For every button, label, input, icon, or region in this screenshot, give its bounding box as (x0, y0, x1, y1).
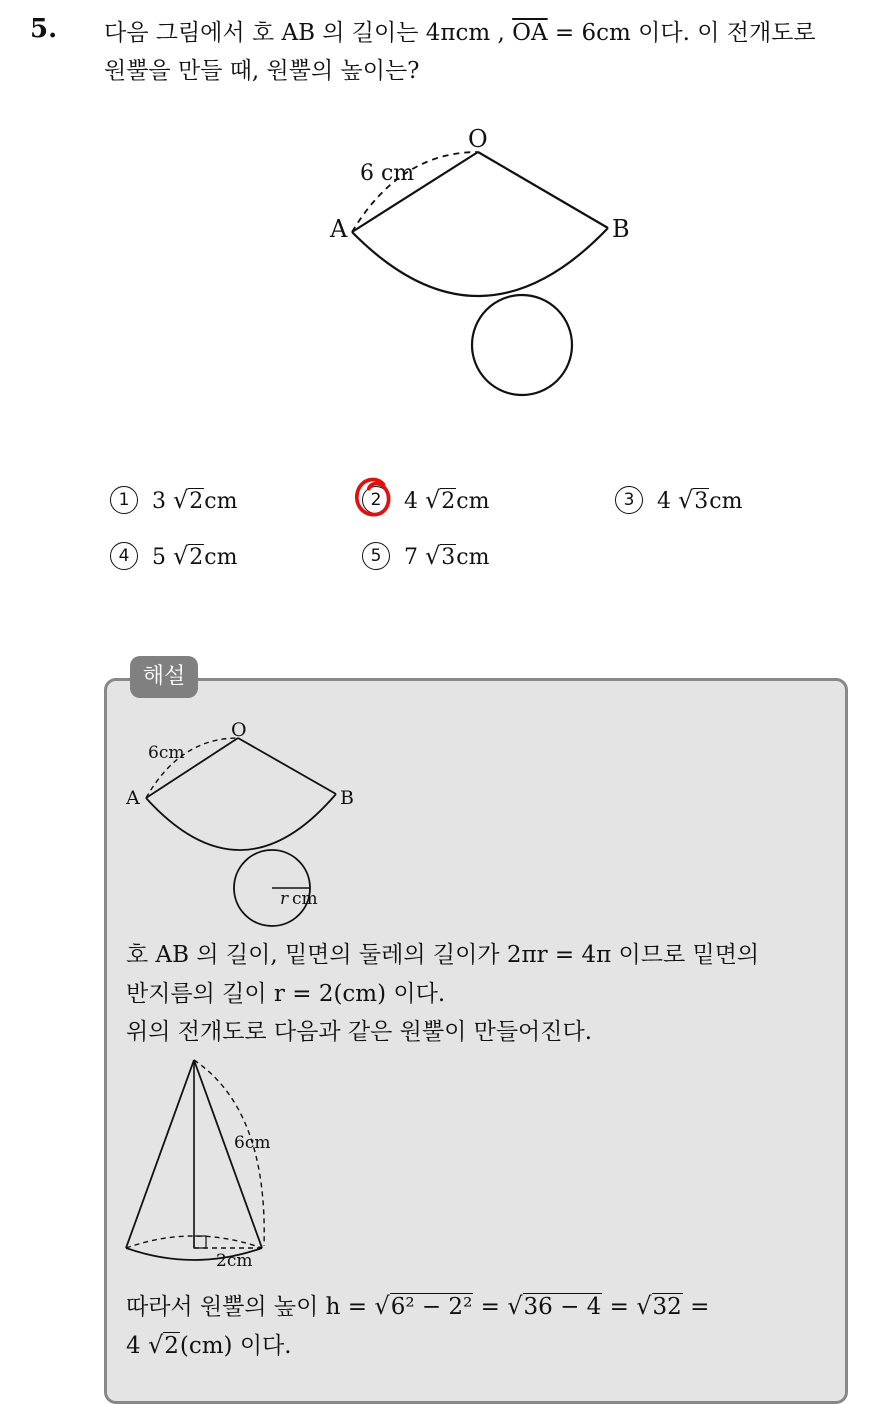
choice-number: 3 (615, 486, 643, 514)
choice-2[interactable]: 2 4 √2cm (362, 486, 489, 514)
choice-number: 2 (362, 486, 390, 514)
solution-line-4: 따라서 원뿔의 높이 h = √6² − 2² = √36 − 4 = √32 = (126, 1292, 710, 1320)
sol-label-r: r (280, 889, 289, 909)
sol-label-r-unit: cm (292, 889, 318, 909)
question-stem (104, 14, 874, 90)
solution-tag: 해설 (130, 656, 198, 698)
choice-3[interactable]: 3 4 √3cm (615, 486, 742, 514)
choice-number: 4 (110, 542, 138, 570)
solution-net-figure (120, 716, 380, 916)
stem-text-b: = 6cm 이다. 이 전개도로 (547, 20, 816, 46)
cone-slant-label: 6cm (234, 1133, 271, 1153)
solution-line-3: 위의 전개도로 다음과 같은 원뿔이 만들어진다. (126, 1019, 593, 1045)
sol-label-a: A (126, 787, 140, 809)
label-b: B (612, 215, 630, 243)
solution-line-2: 반지름의 길이 r = 2(cm) 이다. (126, 981, 446, 1007)
sol-label-o: O (231, 719, 247, 741)
label-a: A (330, 215, 348, 243)
arc-ab (352, 228, 608, 296)
sol-label-b: B (340, 787, 354, 809)
solution-line-1: 호 AB 의 길이, 밑면의 둘레의 길이가 2πr = 4π 이므로 밑면의 (126, 942, 760, 968)
cone-figure (112, 1050, 312, 1280)
radius-ob (478, 152, 608, 228)
choice-1[interactable]: 1 3 √2cm (110, 486, 237, 514)
stem-line2: 원뿔을 만들 때, 원뿔의 높이는? (104, 58, 420, 84)
choice-number: 1 (110, 486, 138, 514)
stem-text-a: 다음 그림에서 호 AB 의 길이는 4πcm , (104, 20, 513, 46)
choice-5[interactable]: 5 7 √3cm (362, 542, 489, 570)
label-o: O (468, 125, 488, 153)
base-circle (472, 295, 572, 395)
cone-radius-label: 2cm (216, 1251, 253, 1271)
stem-segment-oa: $\overline{OA}$ (512, 20, 548, 46)
net-figure (0, 100, 884, 520)
sol-label-length: 6cm (148, 743, 185, 763)
choice-number: 5 (362, 542, 390, 570)
solution-line-5: 4 √2(cm) 이다. (126, 1331, 292, 1359)
label-length: 6 cm (360, 161, 415, 186)
question-number: 5. (30, 14, 58, 44)
answer-mark-icon (352, 474, 394, 520)
choice-4[interactable]: 4 5 √2cm (110, 542, 237, 570)
